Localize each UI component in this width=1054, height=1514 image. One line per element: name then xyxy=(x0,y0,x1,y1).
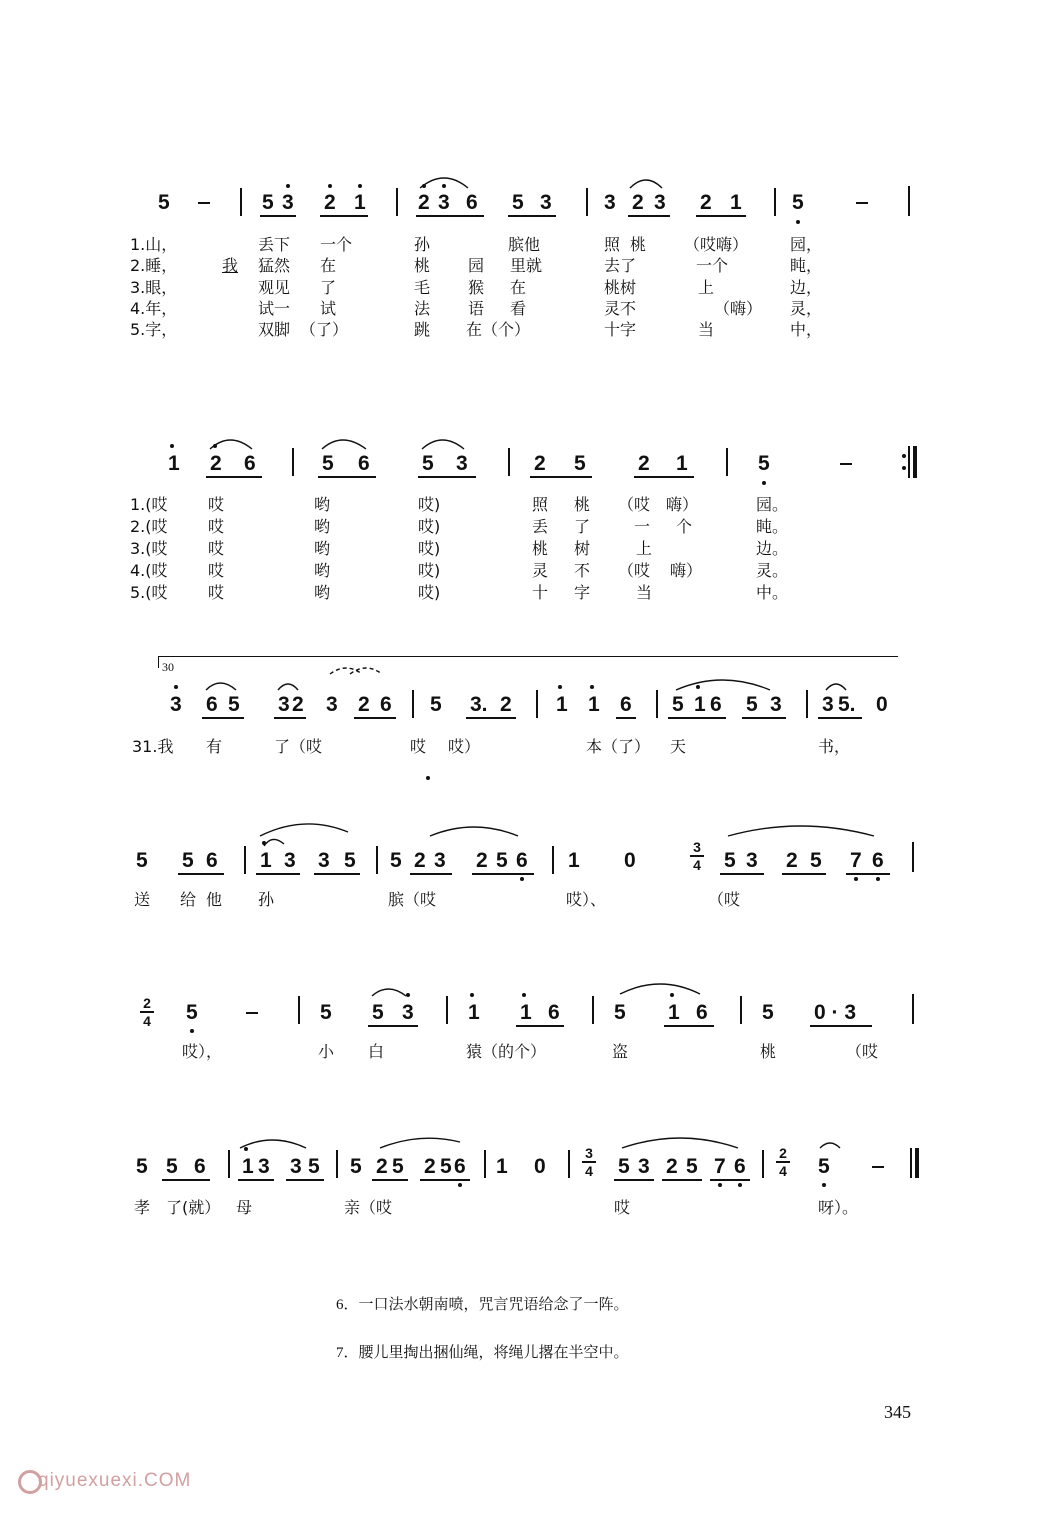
watermark-text: qiyuexuexi.COM xyxy=(38,1470,192,1491)
note: 5 xyxy=(512,191,524,214)
note: 5 xyxy=(496,849,508,872)
slur xyxy=(260,824,348,836)
note: 0 xyxy=(876,693,888,716)
lyric: 给 xyxy=(180,890,197,909)
lyric: 十字 xyxy=(604,320,637,339)
note: 2 xyxy=(414,849,426,872)
lyric: 了 xyxy=(320,278,337,297)
lyric: 嗨） xyxy=(670,561,703,580)
lyric: 盗 xyxy=(612,1042,629,1061)
lyric: 照 xyxy=(604,235,621,254)
lyric: 一个 xyxy=(696,256,729,275)
lyric: （哎嗨） xyxy=(684,235,749,254)
lyric: 孝 xyxy=(134,1198,151,1217)
lyric: 中。 xyxy=(756,583,789,602)
note: 5 xyxy=(372,1001,384,1024)
lyric: 在（个） xyxy=(466,320,531,339)
lyric: 哎 xyxy=(614,1198,631,1217)
lyric: 有 xyxy=(206,737,223,756)
note: 2 xyxy=(500,693,512,716)
note: 1 xyxy=(694,693,706,716)
slur xyxy=(278,684,298,690)
lyric: 3.眼， xyxy=(130,278,178,297)
lyric: 桃 xyxy=(574,495,591,514)
time-signature-bottom: 4 xyxy=(585,1163,593,1179)
lyric: 桃 xyxy=(414,256,431,275)
time-signature-bottom: 4 xyxy=(693,857,701,873)
lyric: 盹。 xyxy=(756,517,789,536)
lyric: 哎 xyxy=(410,737,427,756)
slur xyxy=(728,826,874,836)
slur xyxy=(420,178,468,188)
lyric: 5.字， xyxy=(130,320,178,339)
note: 6 xyxy=(872,849,884,872)
lyric: （嗨） xyxy=(714,299,763,318)
note: 3 xyxy=(604,191,616,214)
lyric: （哎 xyxy=(846,1042,879,1061)
lyric: 孙 xyxy=(258,890,275,909)
slur xyxy=(240,1140,306,1148)
lyric: 哟 xyxy=(314,583,331,602)
lyric: 2.睡， xyxy=(130,256,178,275)
lyric: 在 xyxy=(510,278,527,297)
note: 5 xyxy=(136,1155,148,1178)
lyric: 猛然 xyxy=(258,256,291,275)
page-number: 345 xyxy=(884,1402,911,1422)
lyric: 边， xyxy=(790,278,823,297)
note: 1 xyxy=(468,1001,480,1024)
note: 1 xyxy=(354,191,366,214)
note: 5 xyxy=(228,693,240,716)
note: 2 xyxy=(324,191,336,214)
slur xyxy=(820,1143,840,1148)
note: 5 xyxy=(672,693,684,716)
lyric: 哎) xyxy=(418,517,441,536)
note: 1 xyxy=(168,452,180,475)
lyric: 哟 xyxy=(314,517,331,536)
note: 3 xyxy=(434,849,446,872)
lyric: 一个 xyxy=(320,235,353,254)
lyric: 亲（哎 xyxy=(344,1198,393,1217)
lyric: 观见 xyxy=(258,278,291,297)
note: 3. xyxy=(470,693,488,716)
note: 2 xyxy=(700,191,712,214)
lyric: 了(就） xyxy=(166,1198,221,1217)
lyric: 送 xyxy=(134,890,151,909)
slur xyxy=(350,668,382,674)
slur xyxy=(380,1138,460,1148)
note: 1 xyxy=(242,1155,254,1178)
lyric: 毛 xyxy=(414,278,431,297)
note: 3 xyxy=(402,1001,414,1024)
note: 6 xyxy=(620,693,632,716)
lyric: 孙 xyxy=(414,235,431,254)
note: 5 xyxy=(262,191,274,214)
lyric: 他 xyxy=(206,890,223,909)
lyric: 膑（哎 xyxy=(388,890,437,909)
lyric: 边。 xyxy=(756,539,789,558)
note: 5 xyxy=(440,1155,452,1178)
note: 0 xyxy=(624,849,636,872)
note: 2 xyxy=(786,849,798,872)
note: 6 xyxy=(194,1155,206,1178)
lyric: 5.(哎 xyxy=(130,583,168,602)
note: 2 xyxy=(666,1155,678,1178)
lyric: 呀）。 xyxy=(818,1198,859,1217)
note: 3 xyxy=(170,693,182,716)
lyric: 哎 xyxy=(208,583,225,602)
lyric: 跳 xyxy=(414,320,431,339)
lyric: 哟 xyxy=(314,561,331,580)
note: 6 xyxy=(710,693,722,716)
note: 3 xyxy=(540,191,552,214)
lyric: 字 xyxy=(574,583,591,602)
note: 5 xyxy=(308,1155,320,1178)
note: 5 xyxy=(158,191,170,214)
lyric: 盹， xyxy=(790,256,823,275)
lyric: （哎 xyxy=(618,495,651,514)
note: 5 xyxy=(618,1155,630,1178)
lyric: 试 xyxy=(320,299,337,318)
lyric: 个 xyxy=(676,517,693,536)
lyric: 哎） xyxy=(448,737,481,756)
slur xyxy=(210,440,252,449)
lyric: 了（哎 xyxy=(274,737,323,756)
lyric: 上 xyxy=(698,278,715,297)
note: 3 xyxy=(326,693,338,716)
note: 3 xyxy=(770,693,782,716)
note: 6 xyxy=(380,693,392,716)
lyric: （哎 xyxy=(708,890,741,909)
slur xyxy=(622,1138,738,1148)
lyric: 上 xyxy=(636,539,653,558)
lyric: 当 xyxy=(636,583,653,602)
lyric: 哎) xyxy=(418,561,441,580)
lyric: 本（了） xyxy=(586,737,651,756)
lyric: 4.(哎 xyxy=(130,561,168,580)
lyric: 看 xyxy=(510,299,527,318)
note: 5 xyxy=(136,849,148,872)
note: 5 xyxy=(758,452,770,475)
note: 6 xyxy=(358,452,370,475)
note: 6 xyxy=(206,849,218,872)
lyric: 我 xyxy=(222,256,239,275)
lyric: 小 xyxy=(318,1042,335,1061)
note: 6 xyxy=(516,849,528,872)
slur xyxy=(620,984,700,994)
note: 5 xyxy=(390,849,402,872)
lyric: 灵 xyxy=(532,561,549,580)
note: 5 xyxy=(320,1001,332,1024)
lyric: 31.我 xyxy=(132,737,174,756)
note: 6 xyxy=(244,452,256,475)
note: 7 xyxy=(714,1155,726,1178)
note: 2 xyxy=(424,1155,436,1178)
slur xyxy=(676,680,770,690)
lyric: 哎）， xyxy=(182,1042,223,1061)
lyric: 灵， xyxy=(790,299,823,318)
lyric: 哎 xyxy=(208,517,225,536)
time-signature-top: 2 xyxy=(143,995,151,1011)
note: 6 xyxy=(466,191,478,214)
lyric: 丢 xyxy=(532,517,549,536)
note: 3 xyxy=(438,191,450,214)
note: 2 xyxy=(418,191,430,214)
lyric: 哎 xyxy=(208,561,225,580)
time-signature-bottom: 4 xyxy=(143,1013,151,1029)
lyric: 试一 xyxy=(258,299,291,318)
lyric: 不 xyxy=(574,561,591,580)
lyric: 哎 xyxy=(208,539,225,558)
slur xyxy=(430,827,518,836)
lyric: 哎) xyxy=(418,539,441,558)
note: 2 xyxy=(292,693,304,716)
lyric: 灵不 xyxy=(604,299,637,318)
lyric: 一 xyxy=(634,517,651,536)
note: 3 xyxy=(746,849,758,872)
note: 3 xyxy=(278,693,290,716)
note: 5 xyxy=(344,849,356,872)
note: 5 xyxy=(746,693,758,716)
lyric: 树 xyxy=(574,539,591,558)
note: 1 xyxy=(668,1001,680,1024)
lyric: 桃 xyxy=(532,539,549,558)
lyric: 3.(哎 xyxy=(130,539,168,558)
lyric: 哎) xyxy=(418,583,441,602)
lyric: 去了 xyxy=(604,256,637,275)
note: 2 xyxy=(638,452,650,475)
lyric: 4.年， xyxy=(130,299,178,318)
lyric: 园 xyxy=(468,256,485,275)
note: 2 xyxy=(632,191,644,214)
lyric: 丢下 xyxy=(258,235,291,254)
lyric: 中， xyxy=(790,320,823,339)
time-signature-top: 3 xyxy=(693,839,701,855)
note: 5 xyxy=(686,1155,698,1178)
lyric: 照 xyxy=(532,495,549,514)
note: 5 xyxy=(166,1155,178,1178)
note: 6 xyxy=(206,693,218,716)
lyric: 双脚 xyxy=(258,320,291,339)
slur xyxy=(322,440,366,449)
note: 5 xyxy=(762,1001,774,1024)
note: 6 xyxy=(548,1001,560,1024)
time-signature-bottom: 4 xyxy=(779,1163,787,1179)
lyric: 哎 xyxy=(208,495,225,514)
note: 5. xyxy=(838,693,856,716)
note: 1 xyxy=(730,191,742,214)
note: 3 xyxy=(258,1155,270,1178)
lyric: 语 xyxy=(468,299,485,318)
lyric: 哎) xyxy=(418,495,441,514)
slur xyxy=(206,683,236,690)
note: 6 xyxy=(696,1001,708,1024)
note: 2 xyxy=(534,452,546,475)
note: 5 xyxy=(430,693,442,716)
lyric: 灵。 xyxy=(756,561,789,580)
note: 1 xyxy=(556,693,568,716)
note: 5 xyxy=(724,849,736,872)
lyric: 当 xyxy=(698,320,715,339)
note: 1 xyxy=(588,693,600,716)
lyric: 了 xyxy=(574,517,591,536)
note: 1 xyxy=(260,849,272,872)
note: 3 xyxy=(822,693,834,716)
lyric: 1.(哎 xyxy=(130,495,168,514)
verse-7: 7．腰儿里掏出捆仙绳，将绳儿撂在半空中。 xyxy=(336,1345,629,1361)
lyric: 哟 xyxy=(314,539,331,558)
note: 3 xyxy=(284,849,296,872)
note: 3 xyxy=(290,1155,302,1178)
lyric: 猴 xyxy=(468,278,485,297)
note: 5 xyxy=(350,1155,362,1178)
note: 3 xyxy=(318,849,330,872)
note: 5 xyxy=(810,849,822,872)
lyric: 桃树 xyxy=(604,278,637,297)
note: 2 xyxy=(358,693,370,716)
note: 6 xyxy=(734,1155,746,1178)
note: 3 xyxy=(282,191,294,214)
lyric: 猿（的个） xyxy=(466,1042,547,1061)
lyric: 在 xyxy=(320,256,337,275)
note: 1 xyxy=(676,452,688,475)
lyric: 白 xyxy=(368,1042,385,1061)
note: 2 xyxy=(376,1155,388,1178)
note: 5 xyxy=(614,1001,626,1024)
slur xyxy=(826,684,846,690)
lyric: 书， xyxy=(818,737,851,756)
note: 5 xyxy=(818,1155,830,1178)
slur xyxy=(630,180,662,188)
note: 5 xyxy=(186,1001,198,1024)
lyric: 母 xyxy=(236,1198,253,1217)
note: 2 xyxy=(210,452,222,475)
lyric: （了） xyxy=(300,320,349,339)
note: 6 xyxy=(454,1155,466,1178)
lyric: 1.山， xyxy=(130,235,178,254)
lyric: 园。 xyxy=(756,495,789,514)
lyric: （哎 xyxy=(618,561,651,580)
note: 5 xyxy=(322,452,334,475)
slur-arrow xyxy=(264,839,284,846)
lyric: 天 xyxy=(670,737,687,756)
time-signature-top: 2 xyxy=(779,1145,787,1161)
lyric: 哟 xyxy=(314,495,331,514)
lyric: 嗨） xyxy=(666,495,699,514)
lyric: 哎）、 xyxy=(566,890,607,909)
note: 3 xyxy=(456,452,468,475)
note: 1 xyxy=(520,1001,532,1024)
note: 1 xyxy=(568,849,580,872)
measure-number: 30 xyxy=(162,660,174,674)
lyric: 里就 xyxy=(510,256,543,275)
slur xyxy=(372,989,406,996)
note: 5 xyxy=(392,1155,404,1178)
lyric: 2.(哎 xyxy=(130,517,168,536)
slur xyxy=(422,440,464,449)
lyric: 桃 xyxy=(630,235,647,254)
lyric: 园， xyxy=(790,235,823,254)
note: 5 xyxy=(792,191,804,214)
lyric: 十 xyxy=(532,583,549,602)
note: 0 · 3 xyxy=(814,1001,857,1024)
note: 1 xyxy=(496,1155,508,1178)
slur xyxy=(330,668,362,674)
note: 5 xyxy=(422,452,434,475)
lyric: 桃 xyxy=(760,1042,777,1061)
verse-6: 6．一口法水朝南喷，咒言咒语给念了一阵。 xyxy=(336,1297,629,1313)
note: 0 xyxy=(534,1155,546,1178)
note: 7 xyxy=(850,849,862,872)
time-signature-top: 3 xyxy=(585,1145,593,1161)
note: 5 xyxy=(574,452,586,475)
note: 3 xyxy=(654,191,666,214)
note: 5 xyxy=(182,849,194,872)
lyric: 膑他 xyxy=(508,235,541,254)
lyric: 法 xyxy=(414,299,431,318)
note: 2 xyxy=(476,849,488,872)
note: 3 xyxy=(638,1155,650,1178)
